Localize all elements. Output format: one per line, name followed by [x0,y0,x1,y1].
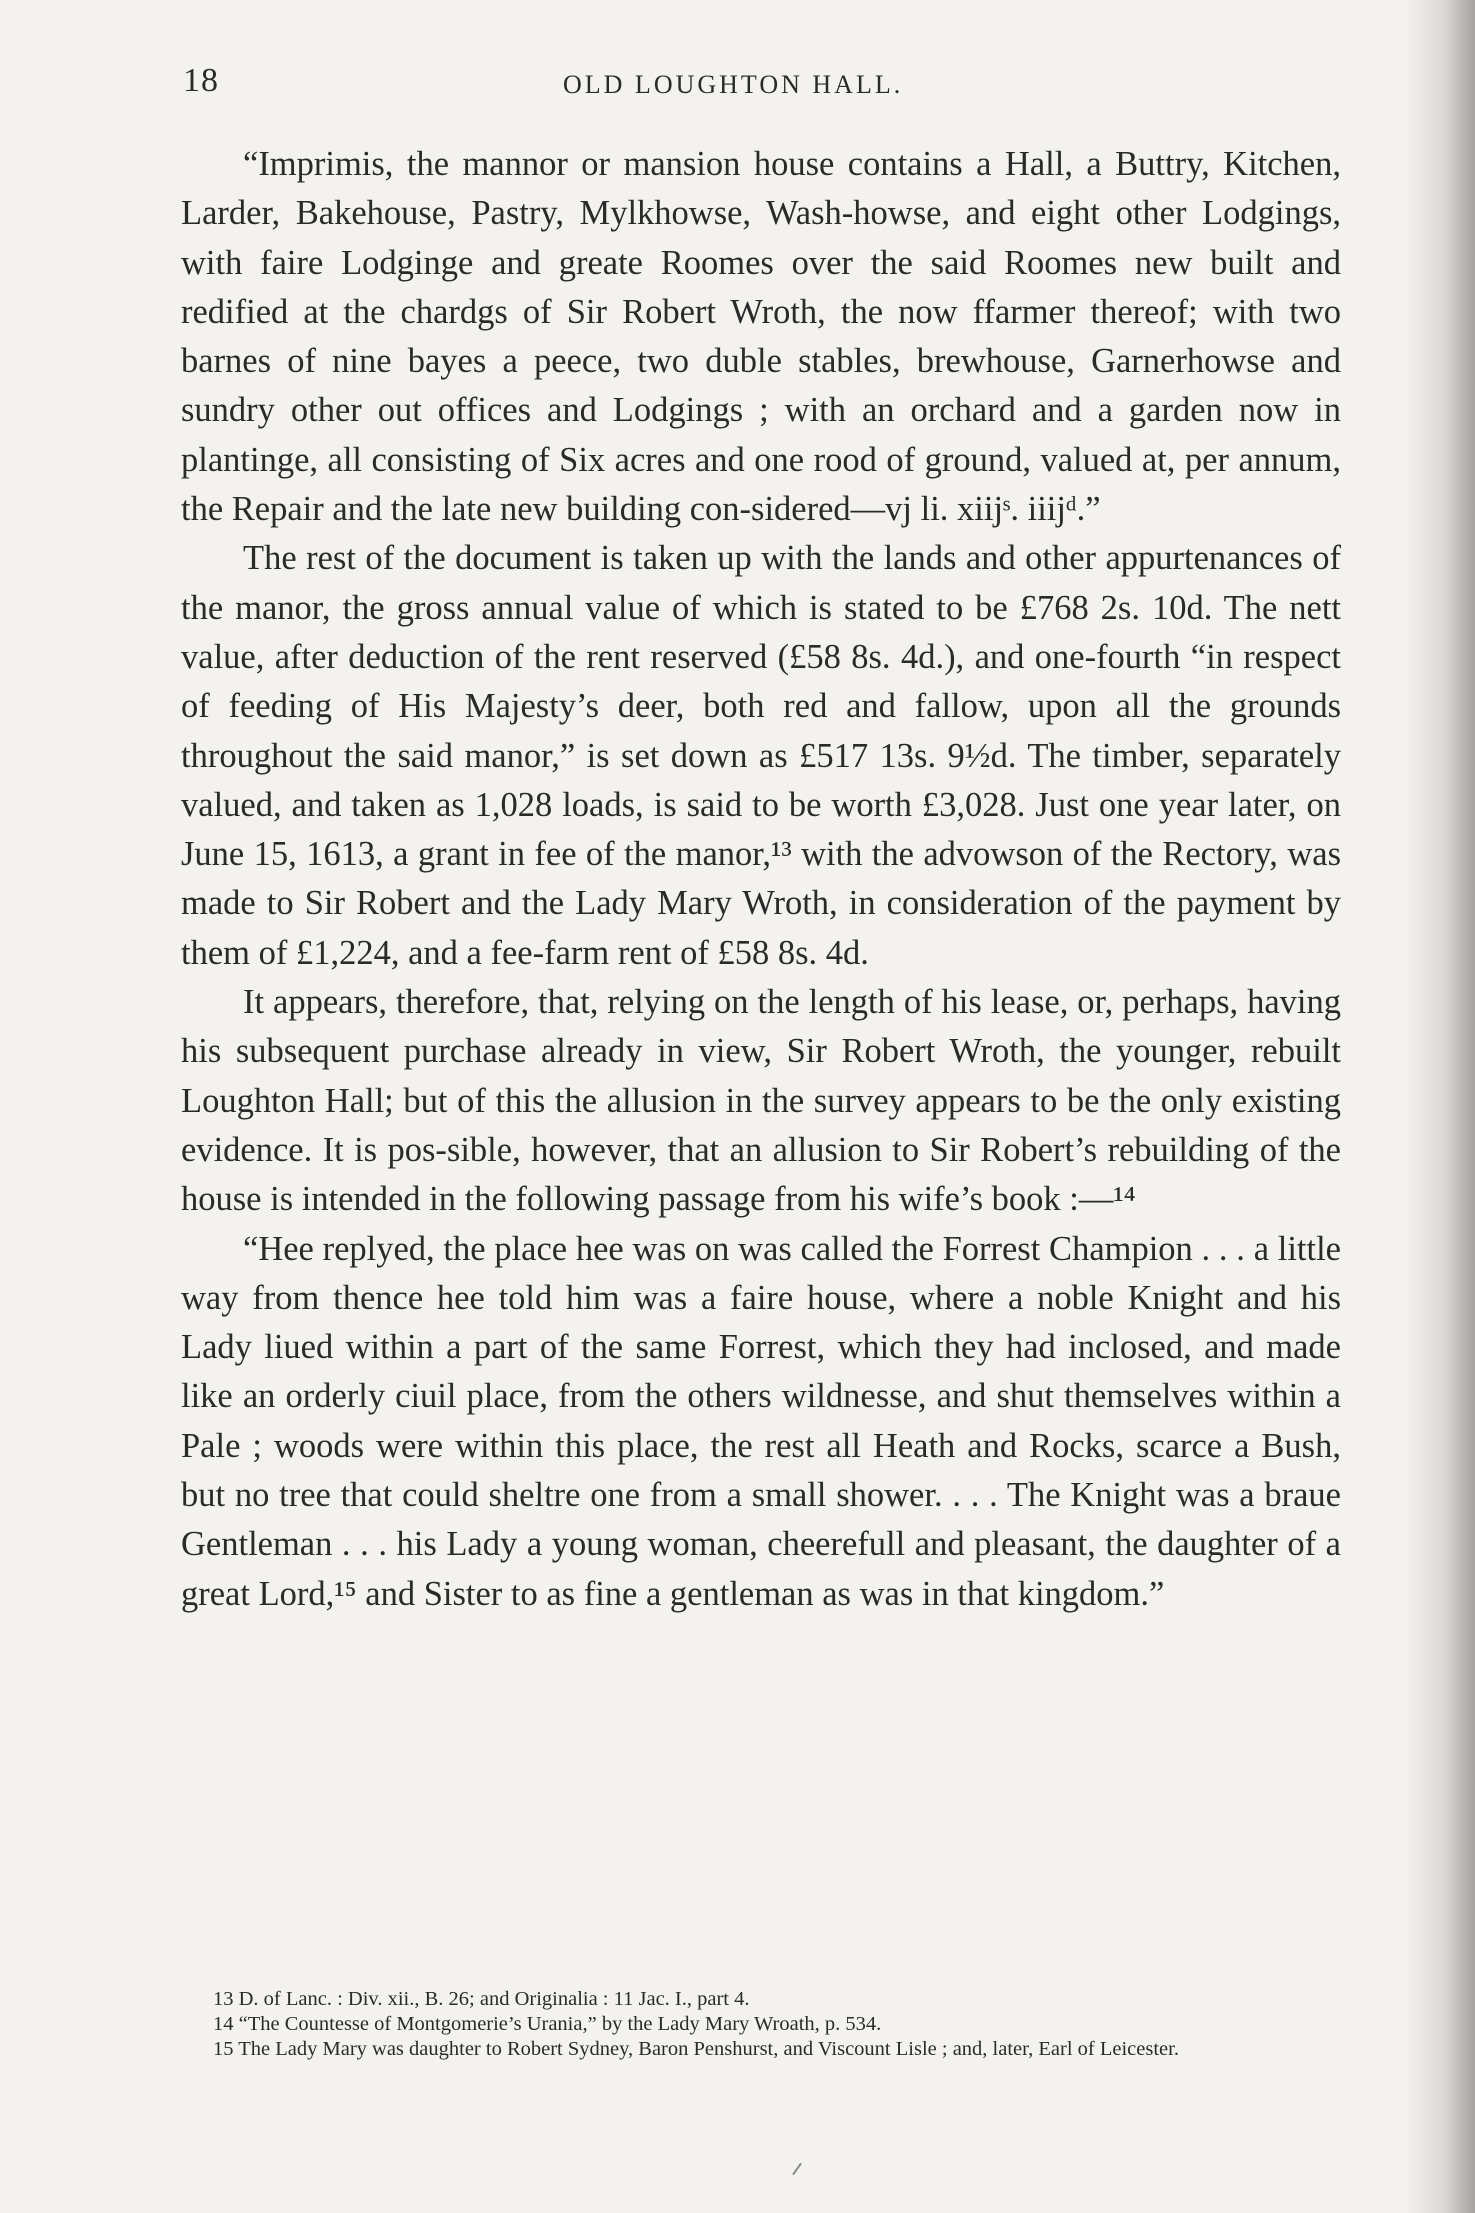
body-text [181,140,1341,1619]
footnote-14: 14 “The Countesse of Montgomerie’s Urania,” by the Lady Mary Wroath, p. 534. [213,2013,882,2035]
footnotes [183,1987,1343,2062]
footnote-13: 13 D. of Lanc. : Div. xii., B. 26; and Originalia : 11 Jac. I., part 4. [213,1988,750,2010]
running-title: OLD LOUGHTON HALL. [563,70,904,99]
paragraph-urania-quote: “Hee replyed, the place hee was on was called the Forrest Champion . . . a little way from thence hee told him was a faire house, where a noble Knight and his Lady liued within a part of the same Forrest, which they had inclosed, and made like an orderly ciuil place, from the others wildnesse, and shut themselves within a Pale ; woods were within this place, the rest all Heath and Rocks, scarce a Bush, but no tree that could sheltre one from a small shower. . . . The Knight was a braue Gentleman . . . his Lady a young woman, cheerefull and pleasant, the daughter of a great Lord,¹⁵ and Sister to as fine a gentleman as was in that kingdom.” [181,1229,1341,1613]
running-head [183,62,1343,112]
page-number: 18 [183,62,219,99]
paragraph-survey-quote: “Imprimis, the mannor or mansion house contains a Hall, a Buttry, Kitchen, Larder, Bakehouse, Pastry, Mylkhowse, Wash-howse, and eight other Lodgings, with faire Lodginge and greate Roomes over the said Roomes new built and redified at the chardgs of Sir Robert Wroth, the now ffarmer thereof; with two barnes of nine bayes a peece, two duble stables, brewhouse, Garnerhowse and sundry other out offices and Lodgings ; with an orchard and a garden now in plantinge, all consisting of Six acres and one rood of ground, valued at, per annum, the Repair and the late new building con-sidered—vj li. xiijˢ. iiijᵈ.” [181,145,1341,529]
footnote-15: 15 The Lady Mary was daughter to Robert Sydney, Baron Penshurst, and Viscount Lisle ; and, later, Earl of Leicester. [213,2038,1179,2060]
stray-pen-mark [792,2163,802,2176]
paragraph-rebuilding: It appears, therefore, that, relying on the length of his lease, or, perhaps, having his subsequent purchase already in view, Sir Robert Wroth, the younger, rebuilt Loughton Hall; but of this the allusion in the survey appears to be the only existing evidence. It is pos-sible, however, that an allusion to Sir Robert’s rebuilding of the house is intended in the following passage from his wife’s book :—¹⁴ [181,983,1341,1219]
page-edge-shadow [1405,0,1475,2213]
paragraph-manor-value: The rest of the document is taken up with the lands and other appurtenances of the manor, the gross annual value of which is stated to be £768 2s. 10d. The nett value, after deduction of the rent reserved (£58 8s. 4d.), and one-fourth “in respect of feeding of His Majesty’s deer, both red and fallow, upon all the grounds throughout the said manor,” is set down as £517 13s. 9½d. The timber, separately valued, and taken as 1,028 loads, is said to be worth £3,028. Just one year later, on June 15, 1613, a grant in fee of the manor,¹³ with the advowson of the Rectory, was made to Sir Robert and the Lady Mary Wroth, in consideration of the payment by them of £1,224, and a fee-farm rent of £58 8s. 4d. [181,539,1341,972]
